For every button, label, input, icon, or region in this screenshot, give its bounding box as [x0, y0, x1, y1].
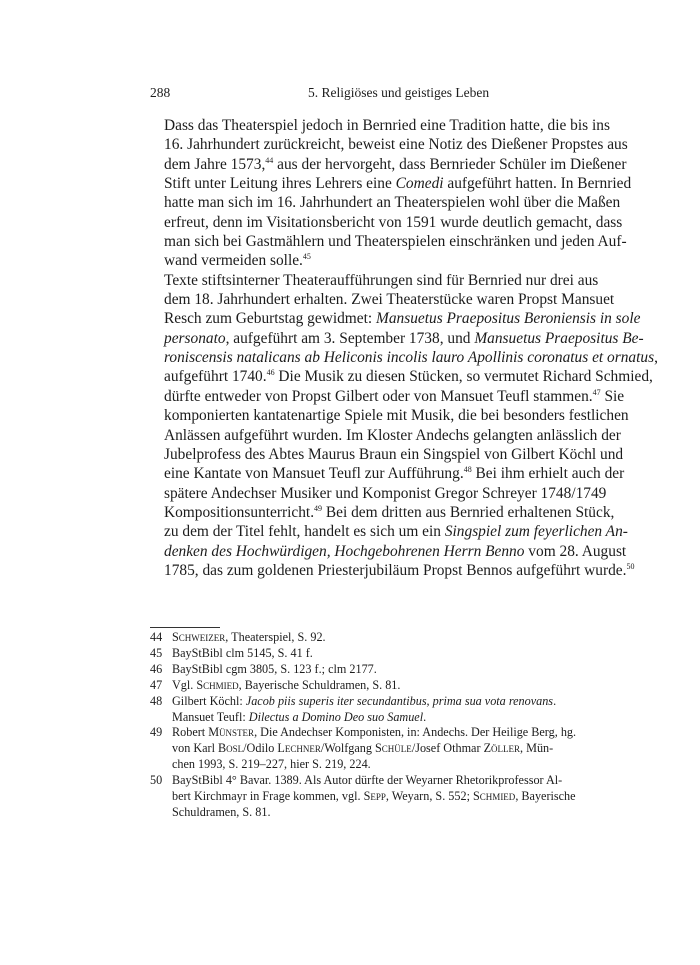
text-line: [172, 773, 563, 789]
text-line: [150, 193, 621, 212]
text-line: [150, 561, 635, 580]
text-run: /Wolfgang: [320, 741, 376, 756]
footnote-text: [172, 646, 544, 662]
text-run: Jacob piis superis iter secundantibus, prima sua vota renovans: [245, 693, 554, 708]
text-line: [150, 464, 625, 483]
text-run: Die Musik zu diesen Stücken, so vermutet Richard Schmied,: [274, 368, 653, 386]
text-run: BayStBibl clm 5145, S. 41 f.: [172, 645, 313, 660]
footnote-text: [172, 725, 577, 773]
text-run: Singspiel zum feyerlichen An-: [444, 523, 628, 541]
text-run: Schmied: [196, 677, 239, 692]
running-head: 5. Religiöses und geistiges Leben: [308, 85, 490, 100]
text-line: [150, 290, 615, 309]
text-line: [150, 445, 624, 464]
text-run: man sich bei Gastmählern und Theaterspielen einschränken und jeden Auf-: [164, 233, 627, 251]
text-run: Dilectus a Domino Deo suo Samuel: [248, 709, 424, 724]
footnote-ref: 48: [463, 465, 472, 475]
text-run: , Bayerische Schuldramen, S. 81.: [238, 677, 401, 692]
text-line: [150, 174, 632, 193]
text-run: Schuldramen, S. 81.: [172, 804, 271, 819]
text-line: [150, 251, 544, 270]
text-line: [150, 542, 627, 561]
footnote-number: 47: [150, 677, 163, 692]
footnote-text: [172, 678, 544, 694]
text-line: [172, 757, 544, 773]
text-run: roniscensis natalicans ab Heliconis incolis lauro Apollinis coronatus et ornatus: [164, 349, 655, 367]
footnote-ref: 49: [314, 503, 323, 513]
text-run: denken des Hochwürdigen, Hochgebohrenen Herrn Benno: [164, 542, 525, 560]
footnotes: [150, 630, 577, 821]
footnote-text: [172, 773, 576, 821]
text-run: zu dem der Titel fehlt, handelt es sich um ein: [164, 523, 445, 541]
text-run: vom 28. August: [524, 542, 627, 560]
text-line: [150, 135, 628, 154]
text-line: [172, 630, 544, 646]
text-run: chen 1993, S. 219–227, hier S. 219, 224.: [172, 757, 371, 772]
footnote: [150, 662, 544, 678]
text-run: dürfte entweder von Propst Gilbert oder von Mansuet Teufl stammen.: [164, 387, 593, 405]
footnote-ref: 44: [265, 155, 274, 165]
text-line: [150, 348, 658, 367]
text-run: , Theaterspiel, S. 92.: [225, 630, 326, 644]
text-run: .: [423, 709, 427, 724]
text-run: , Die Andechser Komponisten, in: Andechs. Der Heilige Berg, hg.: [254, 725, 577, 740]
text-line: [150, 387, 625, 406]
text-run: 16. Jahrhundert zurückreicht, beweist eine Notiz des Dießener Propstes aus: [164, 136, 628, 154]
text-run: , Weyarn, S. 552;: [385, 789, 474, 804]
text-run: spätere Andechser Musiker und Komponist Gregor Schreyer 1748/1749: [164, 484, 607, 502]
text-run: dem Jahre 1573,: [164, 155, 266, 173]
page-number: 288: [150, 85, 171, 100]
text-run: Mansuetus Praepositus Beroniensis in sole: [376, 310, 641, 328]
footnote-number: 45: [150, 645, 163, 660]
text-run: , Bayerische: [515, 789, 576, 804]
text-run: wand vermeiden solle.: [164, 252, 303, 270]
text-line: [172, 789, 576, 805]
text-run: Schüle: [375, 741, 412, 756]
text-run: BayStBibl 4° Bavar. 1389. Als Autor dürfte der Weyarner Rhetorikprofessor Al-: [172, 773, 563, 788]
text-run: Comedi: [395, 175, 444, 193]
text-run: Schweizer: [172, 630, 226, 644]
footnote-text: [172, 693, 557, 726]
text-run: Resch zum Geburtstag gewidmet:: [164, 310, 376, 328]
footnote: [150, 725, 577, 773]
footnote-text: [172, 630, 544, 646]
text-line: [150, 503, 615, 522]
footnote-ref: 47: [592, 387, 601, 397]
text-line: [150, 213, 623, 232]
text-run: BayStBibl cgm 3805, S. 123 f.; clm 2177.: [172, 661, 377, 676]
text-line: [172, 678, 544, 694]
footnote: [150, 693, 557, 726]
paragraph: [150, 116, 632, 271]
text-run: Mansuet Teufl:: [172, 709, 249, 724]
text-line: [150, 309, 641, 328]
text-run: Texte stiftsinterner Theateraufführungen sind für Bernried nur drei aus: [164, 271, 599, 289]
text-run: ,: [654, 349, 658, 367]
text-run: , aufgeführt am 3. September 1738, und: [225, 329, 475, 347]
text-run: /Odilo: [243, 741, 278, 756]
text-run: erfreut, denn im Visitationsbericht von 1591 wurde deutlich gemacht, dass: [164, 213, 623, 231]
page-header: [150, 85, 544, 105]
body-text: [150, 116, 658, 580]
text-line: [172, 662, 544, 678]
footnote-number: 44: [150, 630, 163, 644]
text-line: [172, 646, 544, 662]
text-run: Stift unter Leitung ihres Lehrers eine: [164, 175, 396, 193]
text-run: Vgl.: [172, 677, 197, 692]
text-line: [150, 522, 628, 541]
text-run: Sie: [600, 387, 625, 405]
text-run: Lechner: [277, 741, 321, 756]
text-line: [150, 426, 621, 445]
footnote-number: 49: [150, 725, 163, 740]
footnote-text: [172, 662, 544, 678]
text-run: Bosl: [218, 741, 244, 756]
text-run: , Mün-: [520, 741, 554, 756]
text-line: [172, 693, 557, 710]
text-run: aus der hervorgeht, dass Bernrieder Schüler im Dießener: [273, 155, 627, 173]
text-line: [150, 232, 627, 251]
paragraph: [150, 271, 658, 581]
text-run: aufgeführt 1740.: [164, 368, 267, 386]
text-run: Sepp: [363, 789, 386, 804]
text-run: Anlässen aufgeführt wurden. Im Kloster Andechs gelangten anlässlich der: [164, 426, 621, 444]
text-run: .: [553, 693, 557, 708]
text-run: Zöller: [483, 741, 521, 756]
footnote: [150, 773, 576, 821]
text-line: [172, 741, 554, 757]
text-line: [150, 367, 653, 386]
text-line: [150, 155, 627, 174]
text-line: [172, 805, 544, 821]
text-run: Dass das Theaterspiel jedoch in Bernried eine Tradition hatte, die bis ins: [164, 117, 610, 134]
text-run: von Karl: [172, 741, 219, 756]
text-run: Schmied: [473, 789, 516, 804]
text-run: Robert: [172, 725, 209, 740]
text-run: dem 18. Jahrhundert erhalten. Zwei Theaterstücke waren Propst Mansuet: [164, 291, 615, 309]
footnote-ref: 46: [266, 368, 275, 378]
text-run: Mansuetus Praepositus Be-: [474, 329, 644, 347]
text-run: aufgeführt hatten. In Bernried: [443, 175, 632, 193]
text-run: /Josef Othmar: [411, 741, 484, 756]
text-run: personato: [164, 329, 226, 347]
text-line: [150, 484, 607, 503]
text-run: komponierten kantatenartige Spiele mit Musik, die bei besonders festlichen: [164, 407, 629, 425]
text-line: [172, 725, 577, 741]
footnote: [150, 678, 544, 694]
text-run: eine Kantate von Mansuet Teufl zur Aufführung.: [164, 465, 464, 483]
footnote: [150, 630, 544, 646]
footnote-number: 50: [150, 773, 163, 788]
footnote: [150, 646, 544, 662]
text-line: [172, 710, 544, 726]
text-run: 1785, das zum goldenen Priesterjubiläum Propst Bennos aufgeführt wurde.: [164, 561, 627, 579]
text-run: Jubelprofess des Abtes Maurus Braun ein Singspiel von Gilbert Köchl und: [164, 445, 624, 463]
text-line: [150, 406, 629, 425]
text-run: hatte man sich im 16. Jahrhundert an Theaterspielen wohl über die Maßen: [164, 194, 621, 212]
text-run: Gilbert Köchl:: [172, 693, 246, 708]
text-line: [150, 116, 610, 135]
text-run: bert Kirchmayr in Frage kommen, vgl.: [172, 789, 364, 804]
footnote-number: 46: [150, 661, 163, 676]
text-line: [150, 271, 599, 290]
footnote-ref: 50: [626, 561, 635, 571]
text-run: Münster: [208, 725, 255, 740]
text-run: Kompositionsunterricht.: [164, 503, 315, 521]
text-run: Bei dem dritten aus Bernried erhaltenen Stück,: [322, 503, 615, 521]
footnote-number: 48: [150, 693, 163, 708]
footnote-separator: [150, 627, 220, 628]
text-line: [150, 329, 644, 348]
footnote-ref: 45: [302, 252, 311, 262]
text-run: Bei ihm erhielt auch der: [471, 465, 625, 483]
